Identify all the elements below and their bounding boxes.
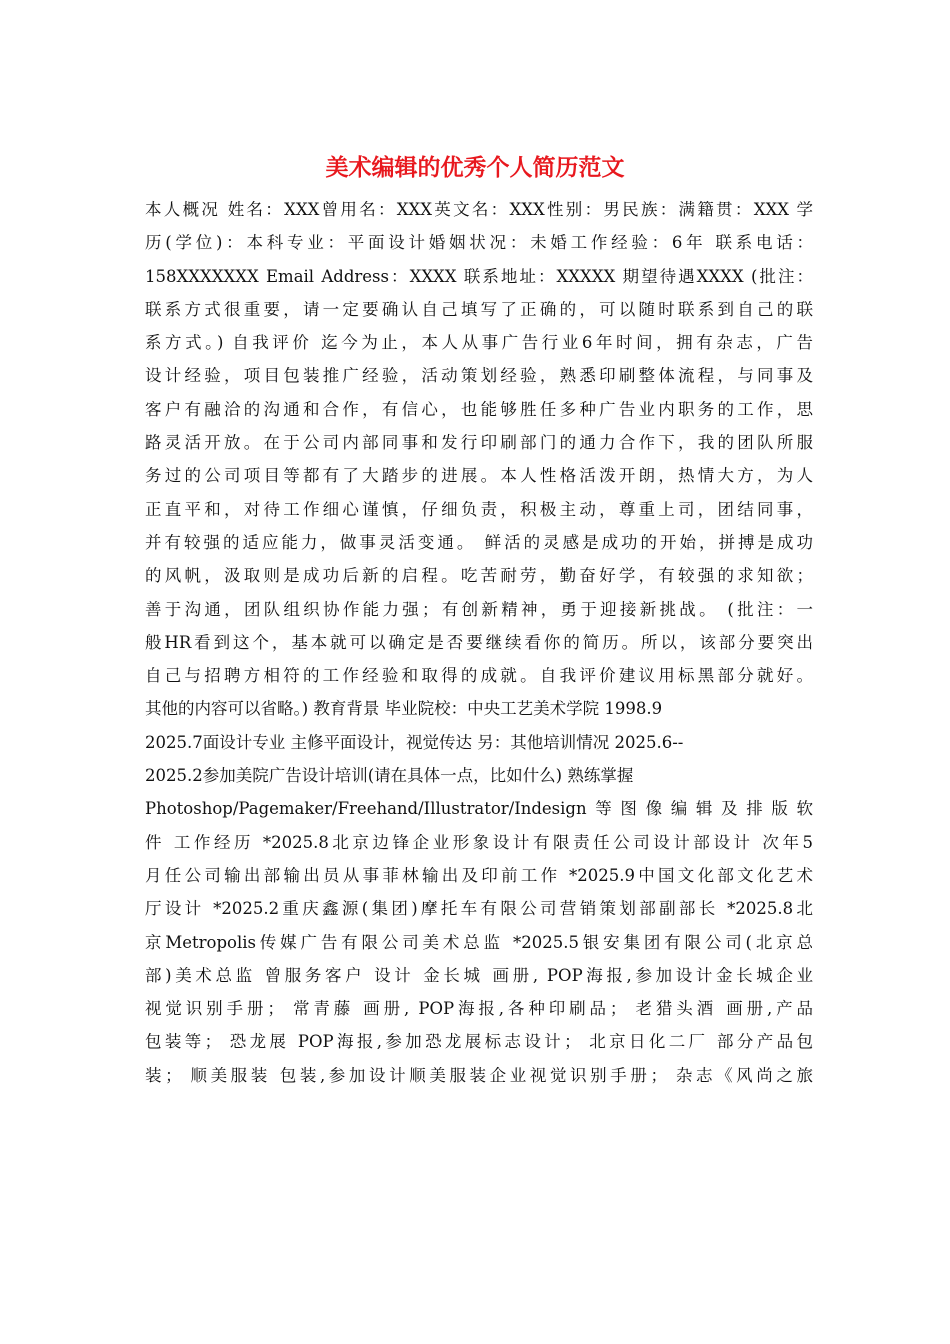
body-line: 善于沟通，团队组织协作能力强；有创新精神，勇于迎接新挑战。 (批注：一 <box>145 599 813 619</box>
body-line: Photoshop/Pagemaker/Freehand/Illustrator/Indesign等图像编辑及排版软 <box>145 799 813 819</box>
body-line: 自己与招聘方相符的工作经验和取得的成就。自我评价建议用标黑部分就好。 <box>145 666 813 686</box>
body-line: 路灵活开放。在于公司内部同事和发行印刷部门的通力合作下，我的团队所服 <box>145 433 813 453</box>
body-line: 2025.7面设计专业 主修平面设计，视觉传达 另：其他培训情况 2025.6-- <box>145 732 684 752</box>
body-line: 2025.2参加美院广告设计培训(请在具体一点，比如什么) 熟练掌握 <box>145 766 634 786</box>
body-line: 客户有融洽的沟通和合作，有信心，也能够胜任多种广告业内职务的工作，思 <box>145 399 813 419</box>
document-title: 美术编辑的优秀个人简历范文 <box>325 154 625 181</box>
body-line: 京Metropolis传媒广告有限公司美术总监 *2025.5银安集团有限公司(北京总 <box>145 932 813 952</box>
body-line: 部)美术总监 曾服务客户 设计 金长城 画册, POP海报,参加设计金长城企业 <box>145 965 813 985</box>
body-line: 历(学位)：本科专业：平面设计婚姻状况：未婚工作经验：6年 联系电话： <box>145 233 813 253</box>
body-line: 厅设计 *2025.2重庆鑫源(集团)摩托车有限公司营销策划部副部长 *2025.8北 <box>145 899 813 919</box>
body-line: 般HR看到这个，基本就可以确定是否要继续看你的简历。所以，该部分要突出 <box>145 632 813 652</box>
body-line: 本人概况 姓名：XXX曾用名：XXX英文名：XXX性别：男民族：满籍贯：XXX 学 <box>145 200 813 219</box>
body-line: 包装等； 恐龙展 POP海报,参加恐龙展标志设计； 北京日化二厂 部分产品包 <box>145 1032 813 1052</box>
body-line: 装； 顺美服装 包装,参加设计顺美服装企业视觉识别手册； 杂志《风尚之旅 <box>145 1065 813 1085</box>
body-line: 158XXXXXXX Email Address：XXXX 联系地址：XXXXX 期望待遇XXXX (批注： <box>145 266 813 286</box>
body-line: 的风帆，汲取则是成功后新的启程。吃苦耐劳，勤奋好学，有较强的求知欲； <box>145 566 813 586</box>
body-line: 务过的公司项目等都有了大踏步的进展。本人性格活泼开朗，热情大方，为人 <box>145 466 813 486</box>
body-line: 件 工作经历 *2025.8北京边锋企业形象设计有限责任公司设计部设计 次年5 <box>145 832 813 852</box>
body-line: 月任公司输出部输出员从事菲林输出及印前工作 *2025.9中国文化部文化艺术 <box>145 865 813 885</box>
body-line: 视觉识别手册； 常青藤 画册, POP海报,各种印刷品； 老猎头酒 画册,产品 <box>145 999 813 1019</box>
resume-body-text <box>145 193 813 1203</box>
body-line: 设计经验，项目包装推广经验，活动策划经验，熟悉印刷整体流程，与同事及 <box>145 366 813 386</box>
body-line: 并有较强的适应能力，做事灵活变通。 鲜活的灵感是成功的开始，拼搏是成功 <box>145 532 813 552</box>
body-line: 系方式。) 自我评价 迄今为止，本人从事广告行业6年时间，拥有杂志，广告 <box>145 333 813 353</box>
body-line: 正直平和，对待工作细心谨慎，仔细负责，积极主动，尊重上司，团结同事， <box>145 499 813 519</box>
body-line: 其他的内容可以省略。) 教育背景 毕业院校：中央工艺美术学院 1998.9 <box>145 699 663 719</box>
body-line: 联系方式很重要，请一定要确认自己填写了正确的，可以随时联系到自己的联 <box>145 299 813 319</box>
